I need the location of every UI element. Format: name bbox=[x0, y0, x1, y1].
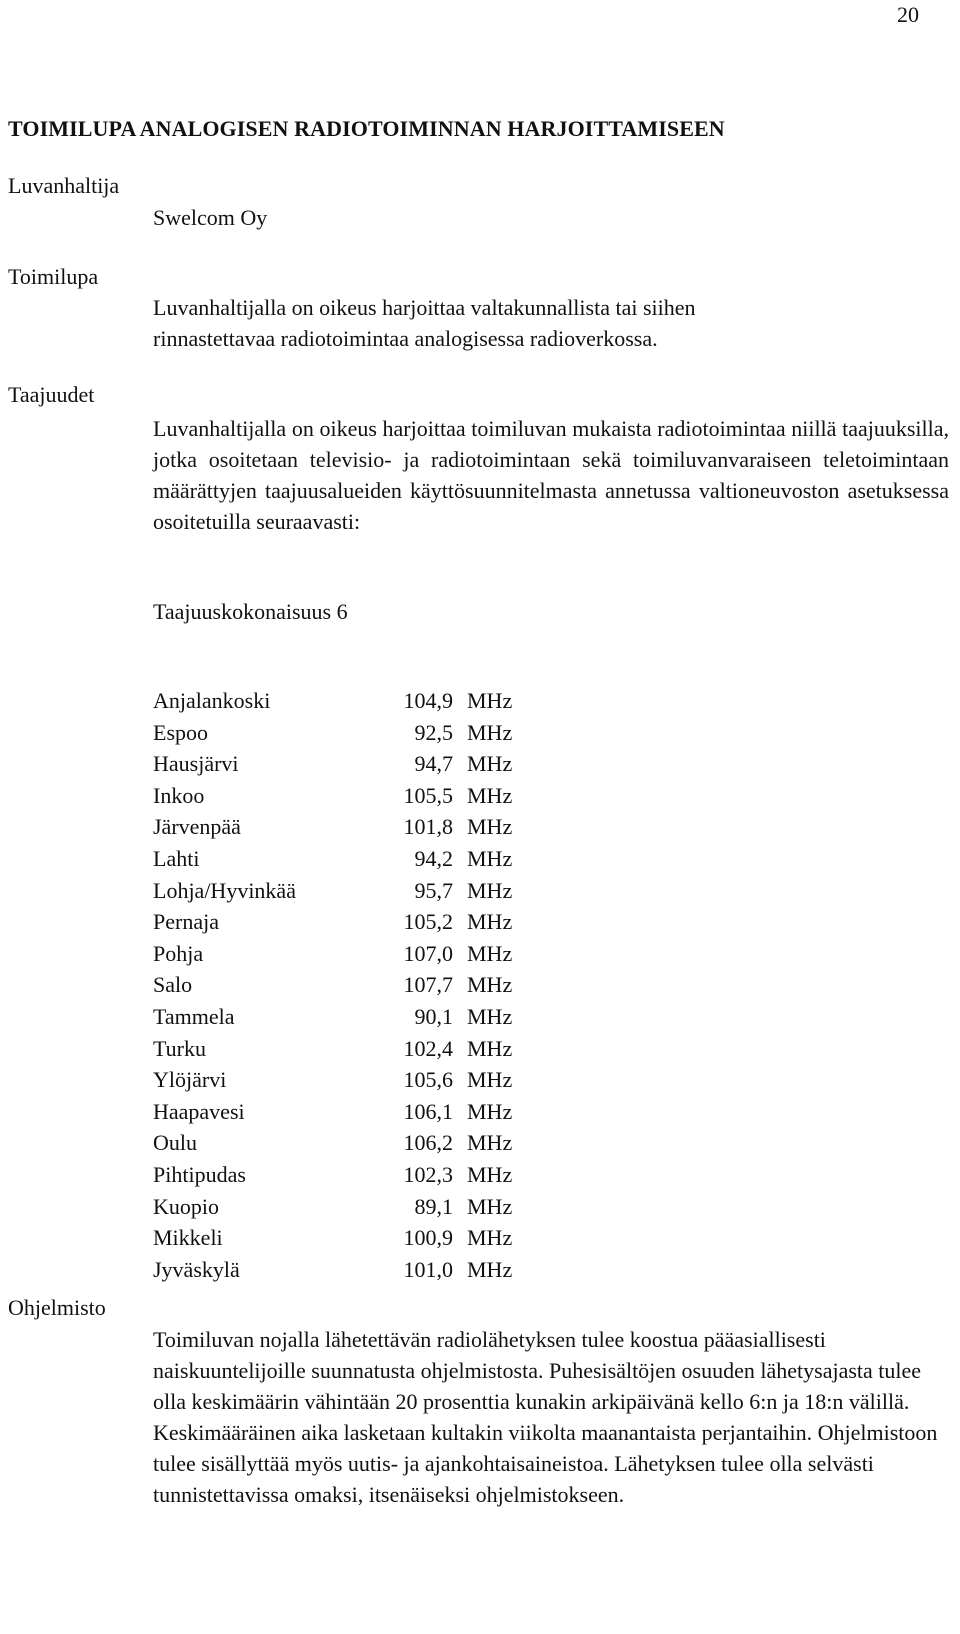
frequency-unit: MHz bbox=[467, 1098, 513, 1124]
frequency-unit: MHz bbox=[467, 972, 513, 998]
frequency-value: 102,4 bbox=[403, 1035, 453, 1061]
frequency-row bbox=[153, 875, 512, 907]
frequency-value: 89,1 bbox=[414, 1193, 453, 1219]
frequency-row bbox=[153, 748, 512, 780]
frequency-unit: MHz bbox=[467, 909, 513, 935]
frequency-unit: MHz bbox=[467, 845, 513, 871]
document-title: TOIMILUPA ANALOGISEN RADIOTOIMINNAN HARJOITTAMISEEN bbox=[8, 116, 725, 141]
frequency-location: Haapavesi bbox=[153, 1098, 245, 1124]
frequency-value: 107,0 bbox=[403, 940, 453, 966]
frequency-row bbox=[153, 1001, 512, 1033]
frequency-value: 107,7 bbox=[403, 972, 453, 998]
frequency-value: 102,3 bbox=[403, 1161, 453, 1187]
frequency-unit: MHz bbox=[467, 1130, 513, 1156]
frequency-value: 105,2 bbox=[403, 909, 453, 935]
section-label-toimilupa: Toimilupa bbox=[8, 264, 99, 289]
frequency-unit: MHz bbox=[467, 1256, 513, 1282]
frequency-unit: MHz bbox=[467, 877, 513, 903]
frequency-unit: MHz bbox=[467, 1003, 513, 1029]
frequencies-description: Luvanhaltijalla on oikeus harjoittaa toimiluvan mukaista radiotoimintaa niillä taajuuksilla, jotka osoitetaan televisio- ja radiotoimintaan sekä toimiluvanvaraiseen teletoimintaan määrättyjen taajuusalueiden käyttösuunnitelmasta annetussa valtioneuvoston asetuksessa osoitetuilla seuraavasti: bbox=[153, 416, 949, 534]
section-label-ohjelmisto: Ohjelmisto bbox=[8, 1295, 106, 1320]
frequency-unit: MHz bbox=[467, 1067, 513, 1093]
frequency-row bbox=[153, 685, 512, 717]
frequency-location: Hausjärvi bbox=[153, 751, 239, 777]
frequency-row bbox=[153, 938, 512, 970]
page-number: 20 bbox=[897, 2, 919, 27]
frequency-row bbox=[153, 843, 512, 875]
license-description: Luvanhaltijalla on oikeus harjoittaa valtakunnallista tai siihen rinnastettavaa radiotoimintaa analogisessa radioverkossa. bbox=[153, 295, 696, 351]
frequency-location: Mikkeli bbox=[153, 1225, 223, 1251]
frequency-unit: MHz bbox=[467, 719, 513, 745]
frequency-location: Turku bbox=[153, 1035, 206, 1061]
frequency-value: 95,7 bbox=[414, 877, 453, 903]
frequency-row bbox=[153, 1159, 512, 1191]
frequency-value: 94,7 bbox=[414, 751, 453, 777]
frequency-location: Tammela bbox=[153, 1003, 235, 1029]
frequency-unit: MHz bbox=[467, 940, 513, 966]
frequency-value: 105,5 bbox=[403, 782, 453, 808]
frequency-row bbox=[153, 1127, 512, 1159]
programming-description: Toimiluvan nojalla lähetettävän radiolähetyksen tulee koostua pääasiallisesti naiskuuntelijoille suunnatusta ohjelmistosta. Puhesisältöjen osuuden lähetysajasta tulee olla keskimäärin vähintään 20 prosenttia kunakin arkipäivänä kello 6:n ja 18:n välillä. Keskimääräinen aika lasketaan kultakin viikolta maanantaista perjantaihin. Ohjelmistoon tulee sisällyttää myös uutis- ja ajankohtaisaineistoa. Lähetyksen tulee olla selvästi tunnistettavissa omaksi, itsenäiseksi ohjelmistokseen. bbox=[153, 1327, 938, 1507]
frequency-unit: MHz bbox=[467, 1225, 513, 1251]
frequency-row bbox=[153, 969, 512, 1001]
frequency-row bbox=[153, 717, 512, 749]
frequency-unit: MHz bbox=[467, 1193, 513, 1219]
frequency-value: 94,2 bbox=[414, 845, 453, 871]
frequency-location: Lohja/Hyvinkää bbox=[153, 877, 296, 903]
frequency-value: 90,1 bbox=[414, 1003, 453, 1029]
frequency-location: Espoo bbox=[153, 719, 208, 745]
frequency-location: Järvenpää bbox=[153, 814, 241, 840]
frequency-location: Salo bbox=[153, 972, 193, 998]
frequency-value: 100,9 bbox=[403, 1225, 453, 1251]
frequency-row bbox=[153, 1222, 512, 1254]
frequency-location: Pernaja bbox=[153, 909, 219, 935]
frequency-location: Oulu bbox=[153, 1130, 197, 1156]
frequency-location: Kuopio bbox=[153, 1193, 219, 1219]
frequency-row bbox=[153, 811, 512, 843]
frequency-row bbox=[153, 1096, 512, 1128]
frequency-row bbox=[153, 1033, 512, 1065]
frequency-location: Pohja bbox=[153, 940, 204, 966]
frequency-location: Jyväskylä bbox=[153, 1256, 240, 1282]
section-label-luvanhaltija: Luvanhaltija bbox=[8, 173, 120, 198]
frequency-location: Anjalankoski bbox=[153, 688, 271, 713]
frequency-value: 106,2 bbox=[403, 1130, 453, 1156]
frequency-unit: MHz bbox=[467, 1161, 513, 1187]
frequency-value: 106,1 bbox=[403, 1098, 453, 1124]
frequency-location: Pihtipudas bbox=[153, 1161, 246, 1187]
frequency-row bbox=[153, 780, 512, 812]
frequency-row bbox=[153, 1254, 512, 1286]
frequency-unit: MHz bbox=[467, 814, 513, 840]
frequency-row bbox=[153, 1064, 512, 1096]
frequency-group-heading: Taajuuskokonaisuus 6 bbox=[153, 599, 348, 624]
frequency-location: Inkoo bbox=[153, 782, 205, 808]
frequency-value: 101,0 bbox=[403, 1256, 453, 1282]
frequency-value: 105,6 bbox=[403, 1067, 453, 1093]
frequency-unit: MHz bbox=[467, 782, 513, 808]
frequency-value: 101,8 bbox=[403, 814, 453, 840]
frequency-row bbox=[153, 906, 512, 938]
frequency-value: 92,5 bbox=[414, 719, 453, 745]
frequency-row bbox=[153, 1191, 512, 1223]
section-label-taajuudet: Taajuudet bbox=[8, 382, 95, 407]
frequency-unit: MHz bbox=[467, 1035, 513, 1061]
license-holder-name: Swelcom Oy bbox=[153, 205, 268, 230]
frequency-table bbox=[153, 685, 512, 1285]
frequency-unit: MHz bbox=[467, 688, 513, 713]
frequency-location: Ylöjärvi bbox=[153, 1067, 227, 1093]
frequency-unit: MHz bbox=[467, 751, 513, 777]
frequency-location: Lahti bbox=[153, 845, 200, 871]
frequency-value: 104,9 bbox=[403, 688, 453, 713]
